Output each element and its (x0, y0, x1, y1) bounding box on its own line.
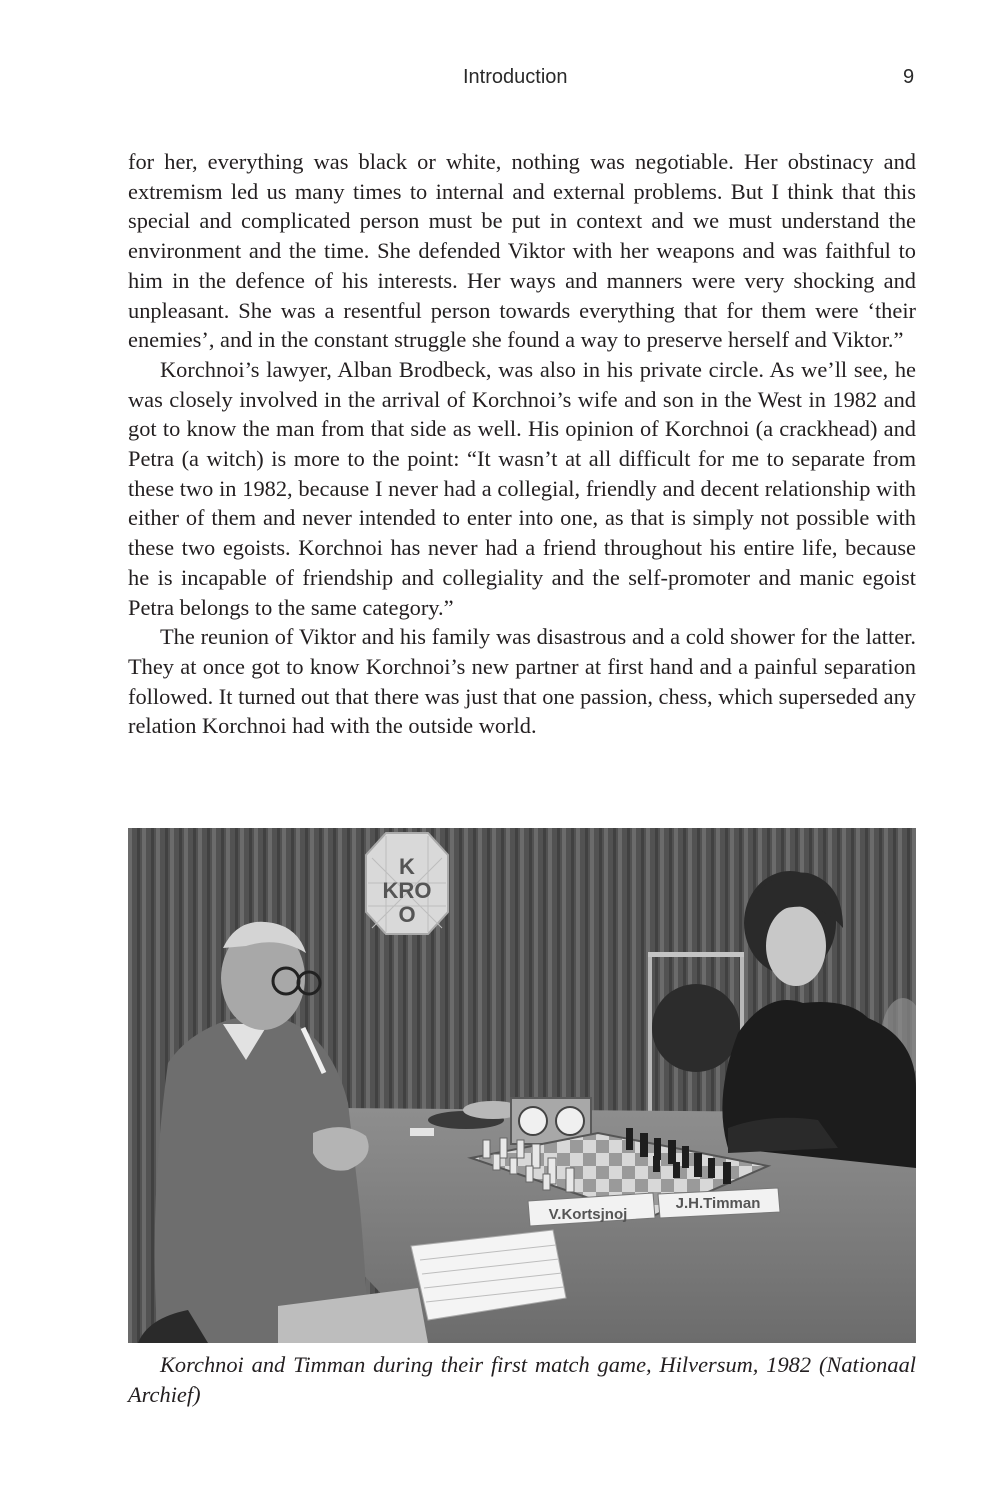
logo-letters: K (399, 854, 415, 879)
tournament-logo (366, 833, 448, 934)
photo-caption: Korchnoi and Timman during their first match game, Hilversum, 1982 (Nationaal Archief) (128, 1352, 916, 1407)
nameplate-korchnoi-text: V.Kortsjnoj (548, 1206, 628, 1223)
logo-letters: KRO (382, 878, 432, 903)
nameplate-timman-text: J.H.Timman (675, 1195, 761, 1212)
paragraph: for her, everything was black or white, nothing was negotiable. Her obstinacy and extremism led us many times to internal and external problems. But I think that this special and complicated person must be put in context and we must understand the environment and the time. She defended Viktor with her weapons and was faithful to him in the defence of his interests. Her ways and manners were very shocking and unpleasant. She was a resentful person towards everything that for them were ‘their enemies’, and in the constant struggle she found a way to preserve herself and Viktor.” (128, 149, 916, 353)
match-photo (128, 828, 916, 1343)
body-text (128, 147, 916, 741)
page-number: 9 (903, 66, 915, 88)
running-head-title: Introduction (463, 66, 568, 88)
paragraph: Korchnoi’s lawyer, Alban Brodbeck, was also in his private circle. As we’ll see, he was closely involved in the arrival of Korchnoi’s wife and son in the West in 1982 and got to know the man from that side as well. His opinion of Korchnoi (a crackhead) and Petra (a witch) is more to the point: “It wasn’t at all difficult for me to separate from these two in 1982, because I never had a collegial, friendly and decent relationship with either of them and never intended to enter into one, as that is simply not possible with these two egoists. Korchnoi has never had a friend throughout his entire life, because he is incapable of friendship and collegiality and the self-promoter and manic egoist Petra belongs to the same category.” (128, 356, 916, 620)
logo-letters: O (398, 902, 416, 927)
paragraph: The reunion of Viktor and his family was disastrous and a cold shower for the latter. They at once got to know Korchnoi’s new partner at first hand and a painful separation followed. It turned out that there was just that one passion, chess, which superseded any relation Korchnoi had with the outside world. (128, 624, 916, 739)
